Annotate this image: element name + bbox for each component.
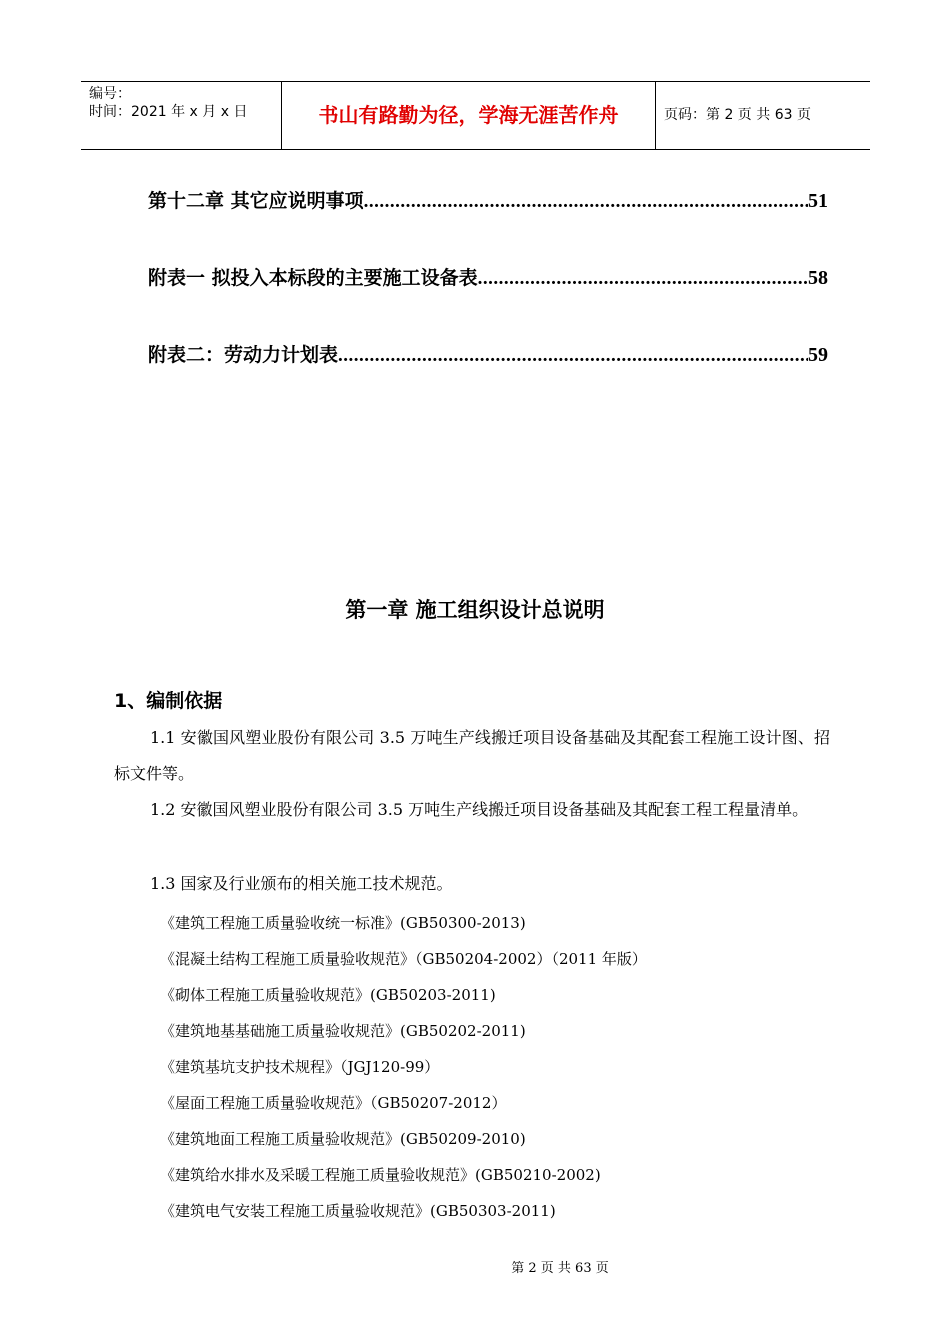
paragraph: 1.3 国家及行业颁布的相关施工技术规范。	[150, 874, 453, 893]
toc-entry-page: 58	[808, 267, 828, 289]
toc-entry[interactable]	[148, 260, 828, 290]
toc-entry[interactable]	[148, 337, 828, 367]
section-title: 1、编制依据	[114, 690, 223, 712]
standard-item: 《建筑给水排水及采暖工程施工质量验收规范》(GB50210-2002)	[160, 1166, 601, 1184]
toc-entry-title: 第十二章 其它应说明事项	[148, 190, 364, 212]
toc-entry-title: 附表二：劳动力计划表	[148, 344, 339, 366]
standard-item: 《建筑工程施工质量验收统一标准》(GB50300-2013)	[160, 914, 526, 932]
paragraph: 1.1 安徽国风塑业股份有限公司 3.5 万吨生产线搬迁项目设备基础及其配套工程施工设计图、招标文件等。	[114, 728, 830, 783]
standard-item: 《建筑地面工程施工质量验收规范》(GB50209-2010)	[160, 1130, 526, 1148]
number-label: 编号：	[89, 86, 131, 102]
page-header	[81, 81, 870, 150]
toc-entry[interactable]	[148, 183, 828, 213]
toc-entry-title: 附表一 拟投入本标段的主要施工设备表	[148, 267, 478, 289]
toc-leader-dots	[364, 191, 808, 213]
paragraph: 1.2 安徽国风塑业股份有限公司 3.5 万吨生产线搬迁项目设备基础及其配套工程工程量清单。	[150, 800, 809, 819]
toc-entry-page: 59	[808, 344, 828, 366]
header-motto: 书山有路勤为径，学海无涯苦作舟	[282, 82, 656, 149]
header-meta	[81, 82, 282, 149]
standard-item: 《建筑电气安装工程施工质量验收规范》(GB50303-2011)	[160, 1202, 556, 1220]
toc-entry-page: 51	[808, 190, 828, 212]
toc-leader-dots	[478, 268, 808, 290]
standard-item: 《砌体工程施工质量验收规范》(GB50203-2011)	[160, 986, 496, 1004]
toc-leader-dots	[338, 345, 808, 367]
standard-item: 《混凝土结构工程施工质量验收规范》（GB50204-2002）（2011 年版）	[160, 950, 647, 968]
page-footer: 第 2 页 共 63 页	[511, 1261, 609, 1276]
time-label: 时间：2021 年 x 月 x 日	[89, 104, 248, 120]
header-page-info: 页码：第 2 页 共 63 页	[664, 107, 811, 123]
standard-item: 《建筑地基基础施工质量验收规范》(GB50202-2011)	[160, 1022, 526, 1040]
standard-item: 《建筑基坑支护技术规程》（JGJ120-99）	[160, 1058, 440, 1076]
chapter-title: 第一章 施工组织设计总说明	[345, 598, 605, 622]
standard-item: 《屋面工程施工质量验收规范》（GB50207-2012）	[160, 1094, 507, 1112]
